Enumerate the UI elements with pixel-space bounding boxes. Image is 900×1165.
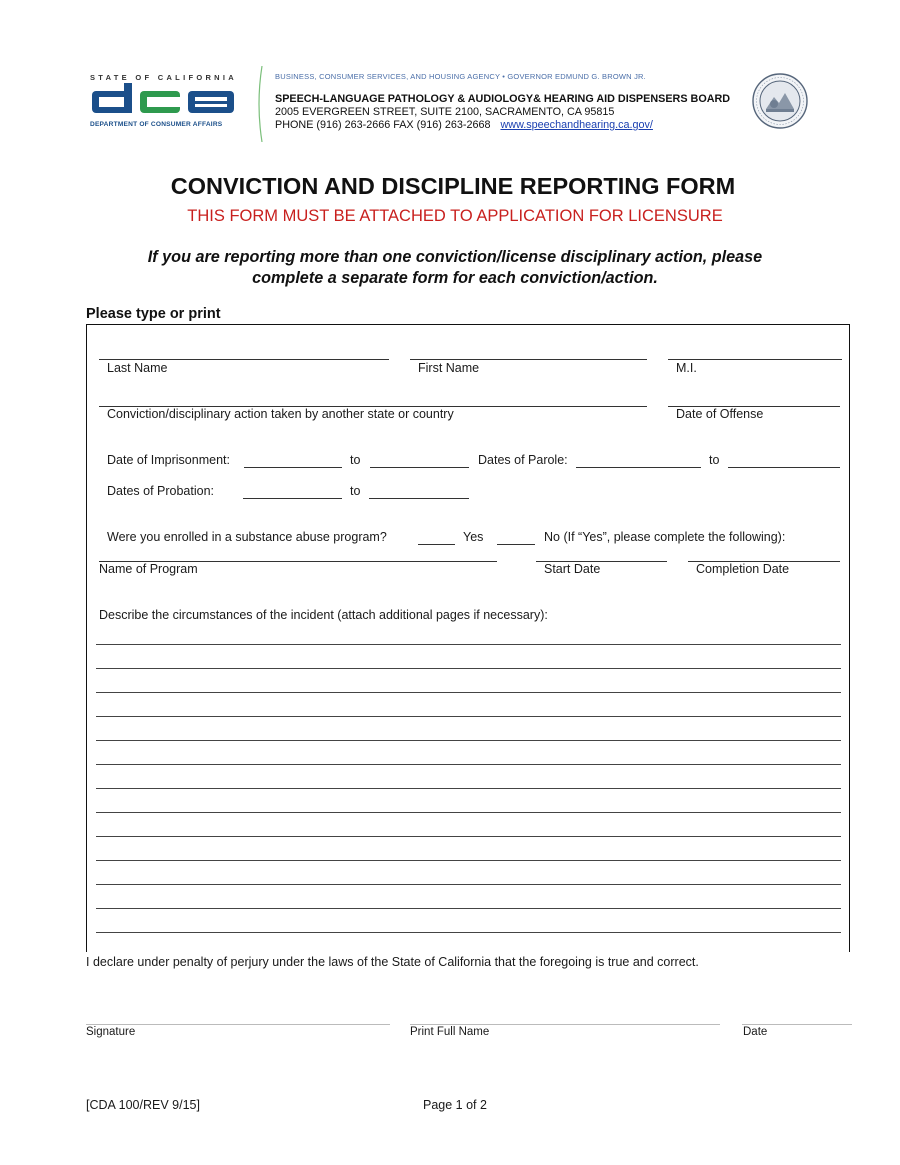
declaration-text: I declare under penalty of perjury under the laws of the State of California that the foregoing is true and correct.: [86, 955, 699, 969]
substance-program-question: Were you enrolled in a substance abuse program?: [107, 530, 387, 544]
circumstances-line[interactable]: [96, 788, 841, 789]
describe-circumstances-label: Describe the circumstances of the incident (attach additional pages if necessary):: [99, 608, 548, 622]
imprisonment-end-field[interactable]: [370, 467, 469, 468]
last-name-label: Last Name: [107, 361, 168, 375]
circumstances-line[interactable]: [96, 884, 841, 885]
print-full-name-label: Print Full Name: [410, 1026, 490, 1038]
circumstances-line[interactable]: [96, 644, 841, 645]
dates-of-probation-label: Dates of Probation:: [107, 484, 215, 498]
board-address: 2005 EVERGREEN STREET, SUITE 2100, SACRAMENTO, CA 95815: [275, 106, 615, 118]
parole-start-field[interactable]: [576, 467, 701, 468]
probation-start-field[interactable]: [243, 498, 342, 499]
dates-of-parole-label: Dates of Parole:: [478, 453, 568, 467]
instructions-line-1: If you are reporting more than one conviction/license disciplinary action, please: [147, 248, 763, 266]
date-of-offense-label: Date of Offense: [676, 407, 764, 421]
first-name-label: First Name: [418, 361, 480, 375]
circumstances-line[interactable]: [96, 740, 841, 741]
form-subtitle: THIS FORM MUST BE ATTACHED TO APPLICATION FOR LICENSURE: [187, 207, 723, 225]
parole-to-label: to: [709, 453, 720, 467]
signature-label: Signature: [86, 1026, 136, 1038]
circumstances-line[interactable]: [96, 812, 841, 813]
imprisonment-to-label: to: [350, 453, 361, 467]
parole-end-field[interactable]: [728, 467, 840, 468]
type-or-print-label: Please type or print: [86, 306, 221, 322]
yes-label: Yes: [463, 530, 484, 544]
mi-label: M.I.: [676, 361, 697, 375]
signature-date-label: Date: [743, 1026, 768, 1038]
board-phone-fax: [275, 119, 653, 131]
phone-fax-text: PHONE (916) 263-2666 FAX (916) 263-2668: [275, 119, 491, 131]
page-number: Page 1 of 2: [423, 1098, 487, 1112]
probation-to-label: to: [350, 484, 361, 498]
conviction-action-label: Conviction/disciplinary action taken by another state or country: [107, 407, 454, 421]
department-text: DEPARTMENT OF CONSUMER AFFAIRS: [90, 121, 223, 128]
circumstances-line[interactable]: [96, 716, 841, 717]
circumstances-line[interactable]: [96, 908, 841, 909]
california-seal-icon: [752, 73, 808, 129]
board-website-link[interactable]: www.speechandhearing.ca.gov/: [500, 119, 653, 131]
instructions: [0, 247, 900, 289]
completion-date-label: Completion Date: [696, 562, 790, 576]
circumstances-line[interactable]: [96, 668, 841, 669]
state-of-california-text: STATE OF CALIFORNIA: [90, 73, 237, 82]
circumstances-line[interactable]: [96, 932, 841, 933]
first-name-field[interactable]: [410, 359, 647, 360]
circumstances-line[interactable]: [96, 764, 841, 765]
yes-checkbox-line[interactable]: [418, 544, 455, 545]
form-id: [CDA 100/REV 9/15]: [86, 1098, 200, 1112]
agency-line: BUSINESS, CONSUMER SERVICES, AND HOUSING AGENCY • GOVERNOR EDMUND G. BROWN JR.: [275, 72, 646, 81]
signature-date-field[interactable]: [742, 1024, 852, 1025]
circumstances-line[interactable]: [96, 692, 841, 693]
circumstances-line[interactable]: [96, 860, 841, 861]
header-divider: [256, 66, 264, 142]
circumstances-line[interactable]: [96, 836, 841, 837]
no-checkbox-line[interactable]: [497, 544, 535, 545]
date-of-imprisonment-label: Date of Imprisonment:: [107, 453, 230, 467]
dca-logo-icon: [90, 80, 238, 120]
print-full-name-field[interactable]: [410, 1024, 720, 1025]
no-label: No (If “Yes”, please complete the following):: [544, 530, 786, 544]
mi-field[interactable]: [668, 359, 842, 360]
start-date-label: Start Date: [544, 562, 601, 576]
name-of-program-label: Name of Program: [99, 562, 198, 576]
form-title: CONVICTION AND DISCIPLINE REPORTING FORM: [170, 173, 736, 199]
instructions-line-2: complete a separate form for each conviction/action.: [252, 269, 658, 287]
board-name: SPEECH-LANGUAGE PATHOLOGY & AUDIOLOGY& HEARING AID DISPENSERS BOARD: [275, 93, 731, 105]
probation-end-field[interactable]: [369, 498, 469, 499]
imprisonment-start-field[interactable]: [244, 467, 342, 468]
last-name-field[interactable]: [99, 359, 389, 360]
signature-field[interactable]: [86, 1024, 390, 1025]
